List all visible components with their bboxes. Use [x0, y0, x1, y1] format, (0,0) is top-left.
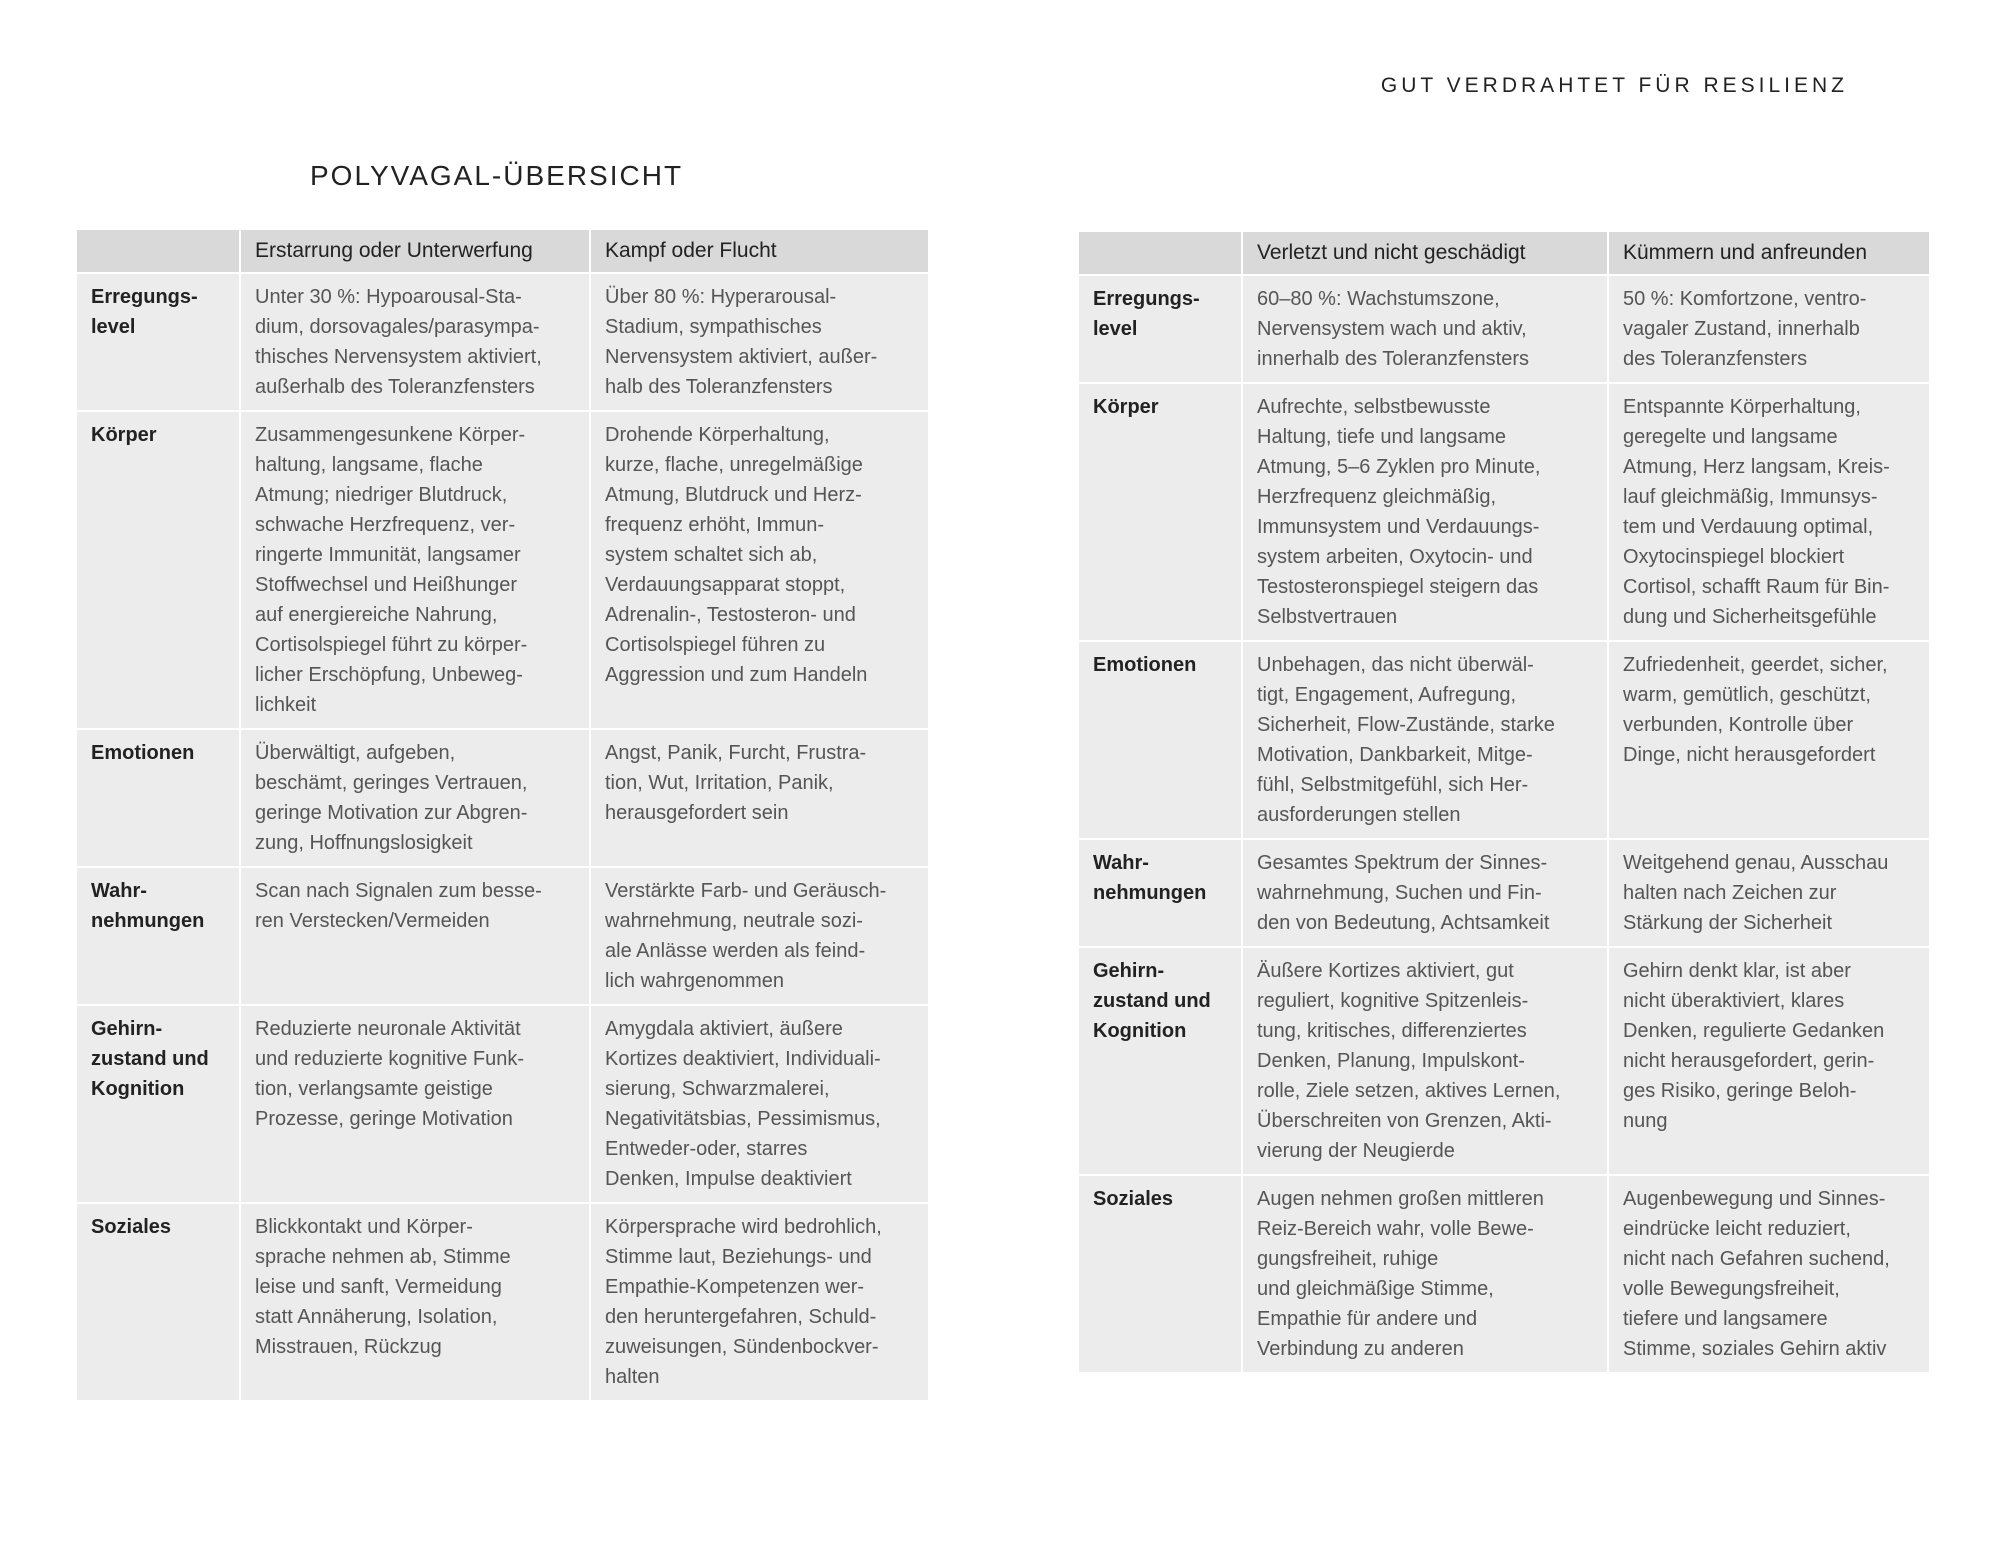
table-cell: Zusammengesunkene Körper- haltung, langsame, flache Atmung; niedriger Blutdruck, schwache Herzfrequenz, ver- ringerte Immunität, langsamer Stoffwechsel und Heißhunger auf energiereiche Nahrung, Cortisolspiegel führt zu körper- licher Erschöpfung, Unbeweg- lichkeit	[240, 411, 590, 729]
row-label-cell: Körper	[1078, 383, 1242, 641]
table-cell: 60–80 %: Wachstumszone, Nervensystem wach und aktiv, innerhalb des Toleranzfensters	[1242, 275, 1608, 383]
table-row	[76, 1005, 929, 1203]
table-row	[1078, 275, 1930, 383]
table-cell: Augenbewegung und Sinnes- eindrücke leicht reduziert, nicht nach Gefahren suchend, volle Bewegungsfreiheit, tiefere und langsamere Stimme, soziales Gehirn aktiv	[1608, 1175, 1930, 1373]
table-row	[76, 867, 929, 1005]
row-label-cell: Gehirn- zustand und Kognition	[1078, 947, 1242, 1175]
row-label-cell: Wahr- nehmungen	[1078, 839, 1242, 947]
table-row	[1078, 1175, 1930, 1373]
table-cell: Blickkontakt und Körper- sprache nehmen ab, Stimme leise und sanft, Vermeidung statt Annäherung, Isolation, Misstrauen, Rückzug	[240, 1203, 590, 1401]
table-cell: Entspannte Körperhaltung, geregelte und langsame Atmung, Herz langsam, Kreis- lauf gleichmäßig, Immunsys- tem und Verdauung optimal, Oxytocinspiegel blockiert Cortisol, schafft Raum für Bin- dung und Sicherheitsgefühle	[1608, 383, 1930, 641]
row-label-cell: Wahr- nehmungen	[76, 867, 240, 1005]
table-row	[1078, 947, 1930, 1175]
row-label-cell: Emotionen	[1078, 641, 1242, 839]
table-row	[76, 1203, 929, 1401]
header-cell-tend-befriend: Kümmern und anfreunden	[1608, 231, 1930, 275]
table-cell: Gehirn denkt klar, ist aber nicht überaktiviert, klares Denken, regulierte Gedanken nicht herausgefordert, gerin- ges Risiko, geringe Beloh- nung	[1608, 947, 1930, 1175]
polyvagal-table-right	[1077, 230, 1931, 1374]
header-cell-empty	[1078, 231, 1242, 275]
header-cell-hurt-not-harmed: Verletzt und nicht geschädigt	[1242, 231, 1608, 275]
table-header-row	[1078, 231, 1930, 275]
table-cell: Überwältigt, aufgeben, beschämt, geringes Vertrauen, geringe Motivation zur Abgren- zung, Hoffnungslosigkeit	[240, 729, 590, 867]
row-label-cell: Gehirn- zustand und Kognition	[76, 1005, 240, 1203]
row-label-cell: Emotionen	[76, 729, 240, 867]
polyvagal-table-left	[75, 228, 930, 1402]
section-title: POLYVAGAL-ÜBERSICHT	[310, 160, 684, 191]
row-label-cell: Soziales	[1078, 1175, 1242, 1373]
row-label-cell: Erregungs- level	[1078, 275, 1242, 383]
table-cell: Drohende Körperhaltung, kurze, flache, unregelmäßige Atmung, Blutdruck und Herz- frequenz erhöht, Immun- system schaltet sich ab, Verdauungsapparat stoppt, Adrenalin-, Testosteron- und Cortisolspiegel führen zu Aggression und zum Handeln	[590, 411, 929, 729]
table-row	[76, 273, 929, 411]
table-row	[76, 729, 929, 867]
row-label-cell: Körper	[76, 411, 240, 729]
table-cell: Unter 30 %: Hypoarousal-Sta- dium, dorsovagales/parasympa- thisches Nervensystem aktiviert, außerhalb des Toleranzfensters	[240, 273, 590, 411]
row-label-cell: Soziales	[76, 1203, 240, 1401]
row-label-cell: Erregungs- level	[76, 273, 240, 411]
table-row	[1078, 383, 1930, 641]
table-cell: Gesamtes Spektrum der Sinnes- wahrnehmung, Suchen und Fin- den von Bedeutung, Achtsamkeit	[1242, 839, 1608, 947]
table-cell: Amygdala aktiviert, äußere Kortizes deaktiviert, Individuali- sierung, Schwarzmalerei, Negativitätsbias, Pessimismus, Entweder-oder, starres Denken, Impulse deaktiviert	[590, 1005, 929, 1203]
table-cell: Zufriedenheit, geerdet, sicher, warm, gemütlich, geschützt, verbunden, Kontrolle über Dinge, nicht herausgefordert	[1608, 641, 1930, 839]
table-cell: Augen nehmen großen mittleren Reiz-Bereich wahr, volle Bewe- gungsfreiheit, ruhige und gleichmäßige Stimme, Empathie für andere und Verbindung zu anderen	[1242, 1175, 1608, 1373]
table-row	[76, 411, 929, 729]
table-cell: Über 80 %: Hyperarousal- Stadium, sympathisches Nervensystem aktiviert, außer- halb des Toleranzfensters	[590, 273, 929, 411]
table-cell: Scan nach Signalen zum besse- ren Verstecken/Vermeiden	[240, 867, 590, 1005]
table-cell: Aufrechte, selbstbewusste Haltung, tiefe und langsame Atmung, 5–6 Zyklen pro Minute, Herzfrequenz gleichmäßig, Immunsystem und Verdauungs- system arbeiten, Oxytocin- und Testosteronspiegel steigern das Selbstvertrauen	[1242, 383, 1608, 641]
header-cell-fight-flight: Kampf oder Flucht	[590, 229, 929, 273]
table-cell: Verstärkte Farb- und Geräusch- wahrnehmung, neutrale sozi- ale Anlässe werden als feind- lich wahrgenommen	[590, 867, 929, 1005]
running-head: GUT VERDRAHTET FÜR RESILIENZ	[1380, 74, 1848, 97]
table-row	[1078, 839, 1930, 947]
table-cell: 50 %: Komfortzone, ventro- vagaler Zustand, innerhalb des Toleranzfensters	[1608, 275, 1930, 383]
header-cell-freeze: Erstarrung oder Unterwerfung	[240, 229, 590, 273]
table-cell: Äußere Kortizes aktiviert, gut reguliert, kognitive Spitzenleis- tung, kritisches, differenziertes Denken, Planung, Impulskont- rolle, Ziele setzen, aktives Lernen, Überschreiten von Grenzen, Akti- vierung der Neugierde	[1242, 947, 1608, 1175]
table-cell: Körpersprache wird bedrohlich, Stimme laut, Beziehungs- und Empathie-Kompetenzen wer- den heruntergefahren, Schuld- zuweisungen, Sündenbockver- halten	[590, 1203, 929, 1401]
table-cell: Reduzierte neuronale Aktivität und reduzierte kognitive Funk- tion, verlangsamte geistige Prozesse, geringe Motivation	[240, 1005, 590, 1203]
table-cell: Unbehagen, das nicht überwäl- tigt, Engagement, Aufregung, Sicherheit, Flow-Zustände, starke Motivation, Dankbarkeit, Mitge- fühl, Selbstmitgefühl, sich Her- ausforderungen stellen	[1242, 641, 1608, 839]
table-row	[1078, 641, 1930, 839]
table-cell: Weitgehend genau, Ausschau halten nach Zeichen zur Stärkung der Sicherheit	[1608, 839, 1930, 947]
table-cell: Angst, Panik, Furcht, Frustra- tion, Wut, Irritation, Panik, herausgefordert sein	[590, 729, 929, 867]
table-header-row	[76, 229, 929, 273]
header-cell-empty	[76, 229, 240, 273]
